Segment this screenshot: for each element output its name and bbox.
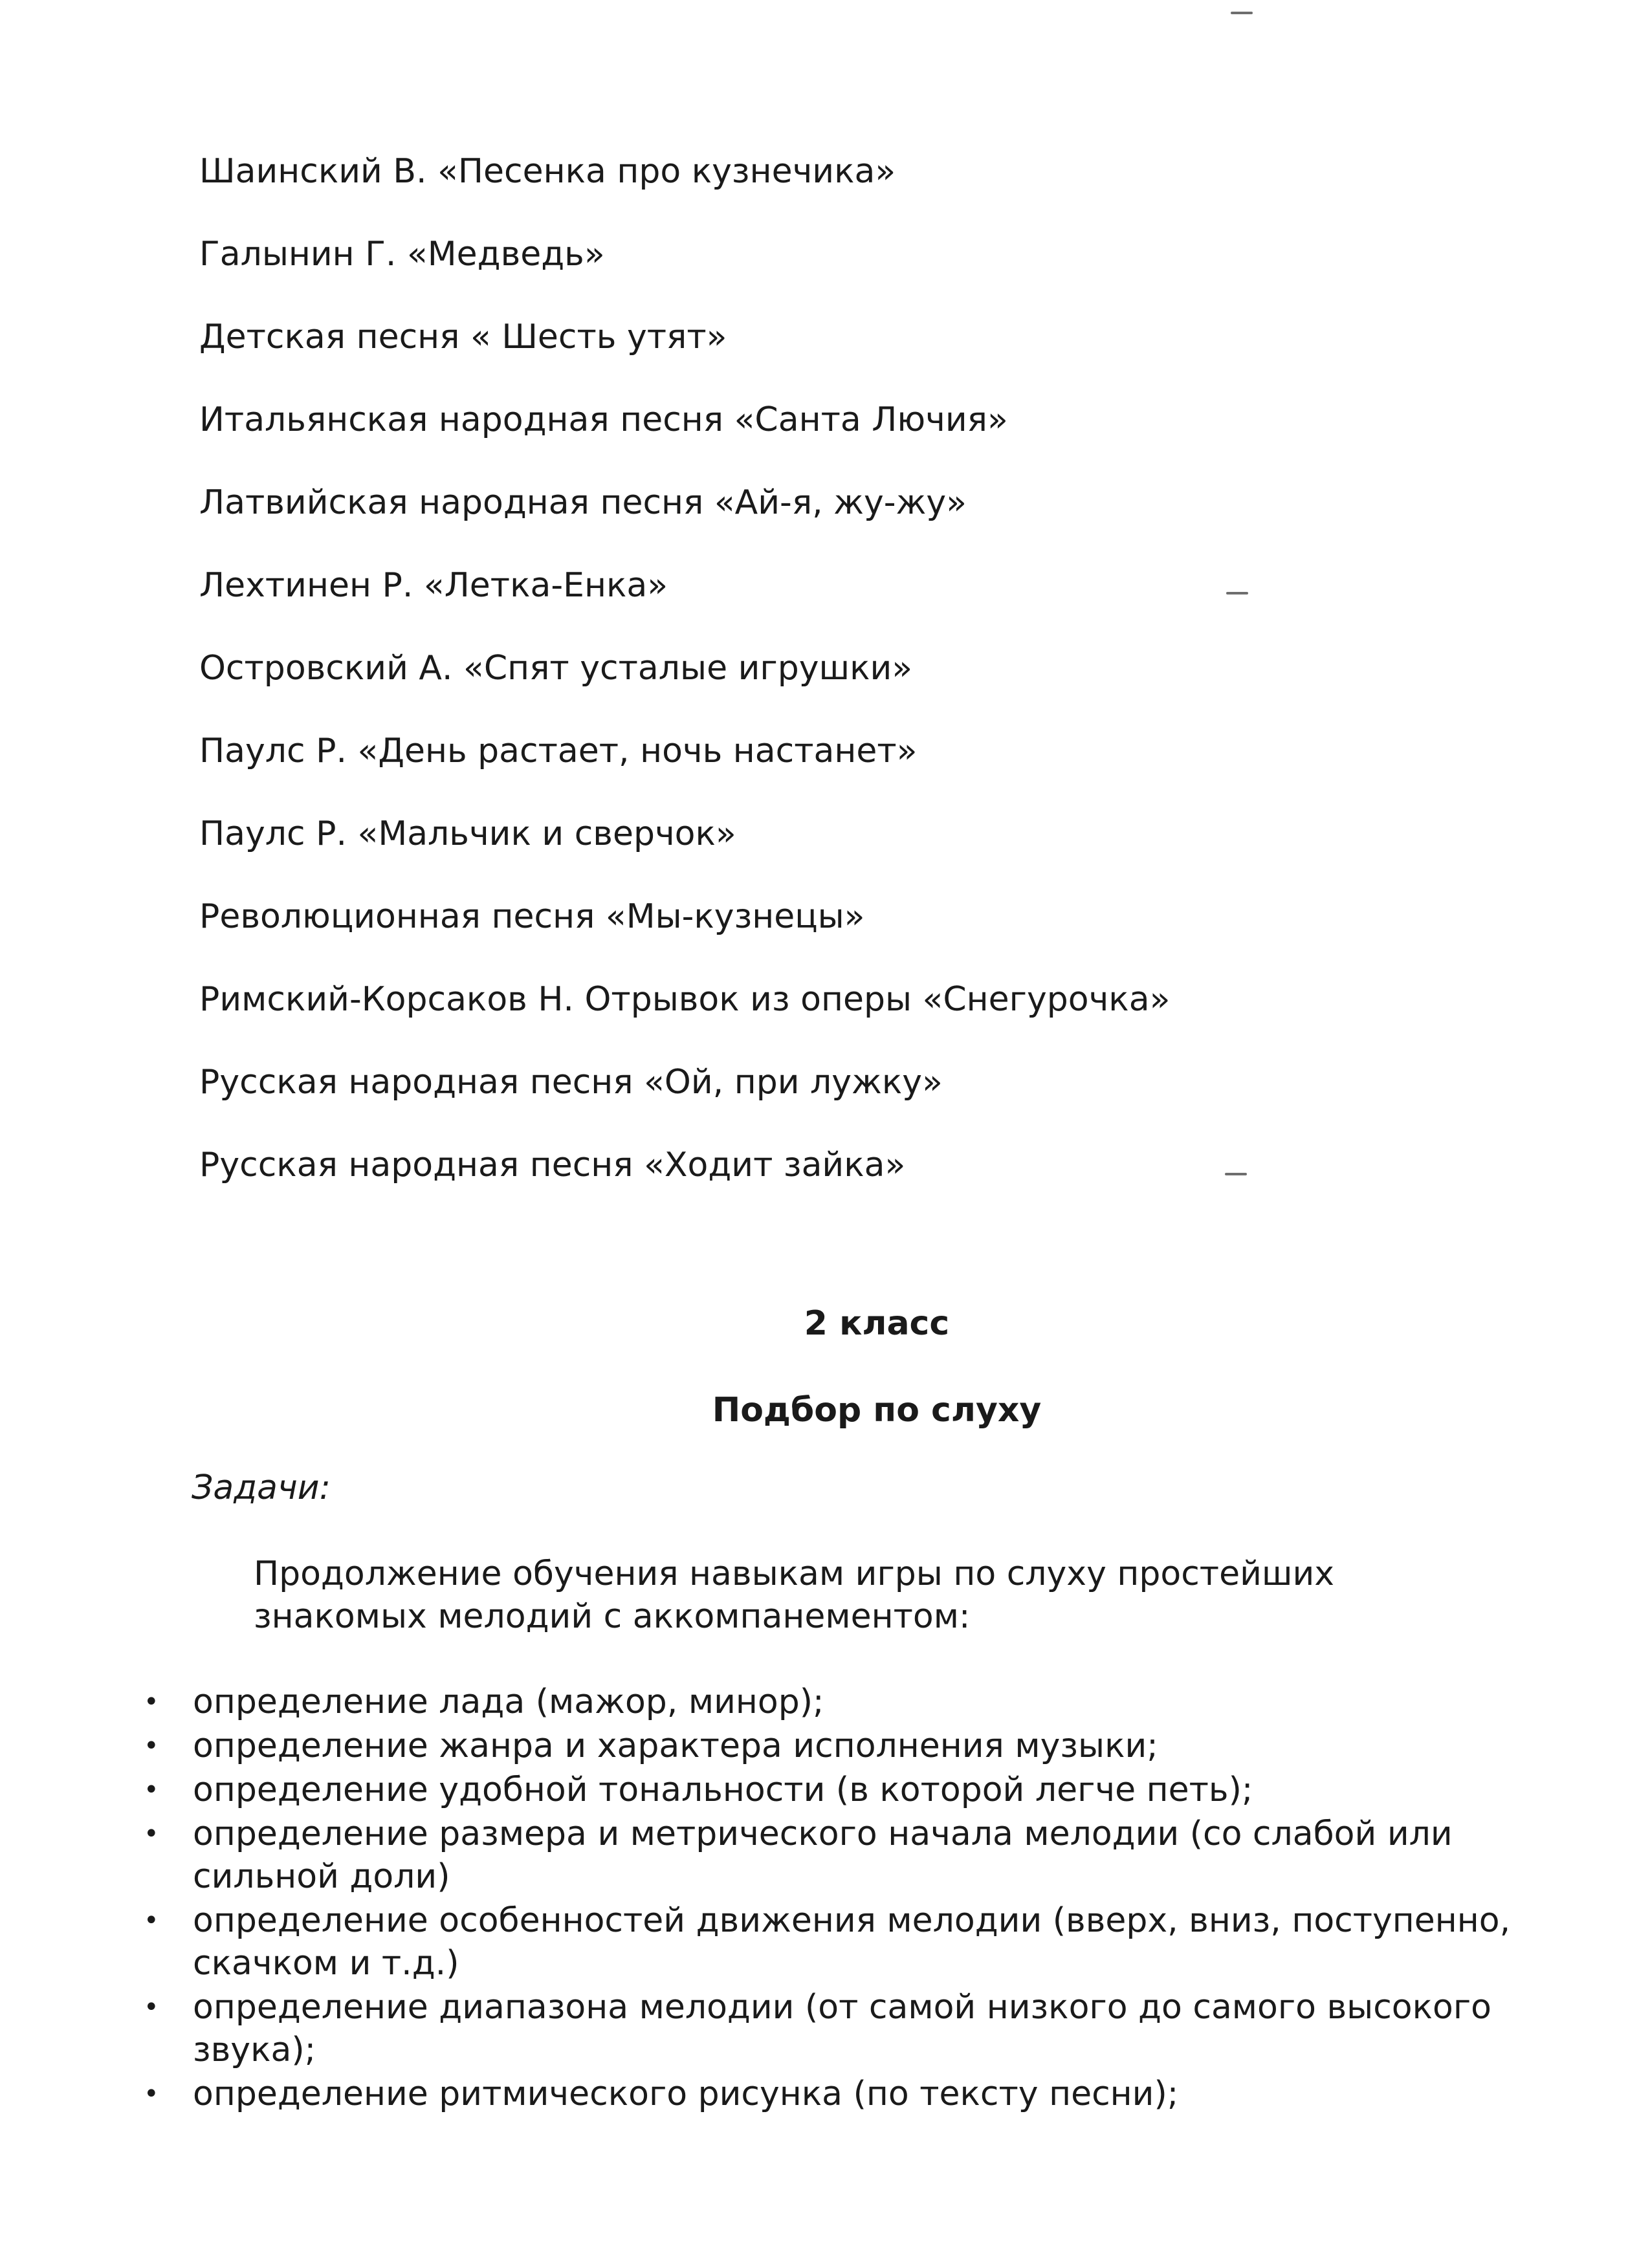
repertoire-item: Шаинский В. «Песенка про кузнечика» — [199, 152, 896, 191]
task-item — [144, 1769, 1600, 1811]
repertoire-item: Римский-Корсаков Н. Отрывок из оперы «Снегурочка» — [199, 980, 1171, 1019]
repertoire-item: Островский А. «Спят усталые игрушки» — [199, 649, 913, 688]
repertoire-item: Русская народная песня «Ой, при лужку» — [199, 1063, 943, 1102]
repertoire-item: Паулс Р. «Мальчик и сверчок» — [199, 814, 736, 853]
scan-mark — [1225, 1173, 1247, 1175]
task-item — [144, 1681, 1600, 1723]
repertoire-item: Детская песня « Шесть утят» — [199, 318, 727, 356]
bullet-icon: • — [144, 1819, 159, 1849]
repertoire-item: Паулс Р. «День растает, ночь настанет» — [199, 732, 918, 770]
tasks-label: Задачи: — [192, 1468, 331, 1507]
task-text: определение ритмического рисунка (по тексту песни); — [193, 2075, 1179, 2113]
section-heading: Подбор по слуху — [712, 1391, 1042, 1430]
scan-mark — [1226, 592, 1248, 594]
task-item — [144, 1813, 1600, 1898]
bullet-icon: • — [144, 1906, 159, 1935]
task-item — [144, 1725, 1600, 1767]
task-item — [144, 1899, 1600, 1985]
task-text: определение диапазона мелодии (от самой низкого до самого высокого звука); — [193, 1988, 1491, 2069]
task-text: определение удобной тональности (в которой легче петь); — [193, 1771, 1253, 1809]
bullet-icon: • — [144, 2079, 159, 2109]
task-text: определение жанра и характера исполнения музыки; — [193, 1727, 1158, 1765]
bullet-icon: • — [144, 1687, 159, 1717]
repertoire-item: Русская народная песня «Ходит зайка» — [199, 1146, 906, 1184]
repertoire-item: Революционная песня «Мы-кузнецы» — [199, 897, 865, 936]
bullet-icon: • — [144, 1731, 159, 1761]
task-item — [144, 1986, 1600, 2071]
repertoire-list — [199, 150, 1170, 1227]
bullet-icon: • — [144, 1992, 159, 2022]
task-item — [144, 2073, 1600, 2115]
scan-mark — [1231, 12, 1253, 14]
repertoire-item: Латвийская народная песня «Ай-я, жу-жу» — [199, 483, 967, 522]
tasks-list — [144, 1681, 1600, 2117]
repertoire-item: Галынин Г. «Медведь» — [199, 235, 605, 274]
class-heading: 2 класс — [804, 1304, 950, 1343]
repertoire-item: Итальянская народная песня «Санта Лючия» — [199, 400, 1008, 439]
task-text: определение лада (мажор, минор); — [193, 1683, 824, 1721]
task-text: определение особенностей движения мелодии (вверх, вниз, поступенно, скачком и т.д.) — [193, 1901, 1511, 1983]
task-text: определение размера и метрического начала мелодии (со слабой или сильной доли) — [193, 1815, 1453, 1896]
repertoire-item: Лехтинен Р. «Летка-Енка» — [199, 566, 668, 605]
bullet-icon: • — [144, 1775, 159, 1805]
intro-paragraph: Продолжение обучения навыкам игры по слуху простейших знакомых мелодий с аккомпанементом: — [254, 1554, 1335, 1636]
